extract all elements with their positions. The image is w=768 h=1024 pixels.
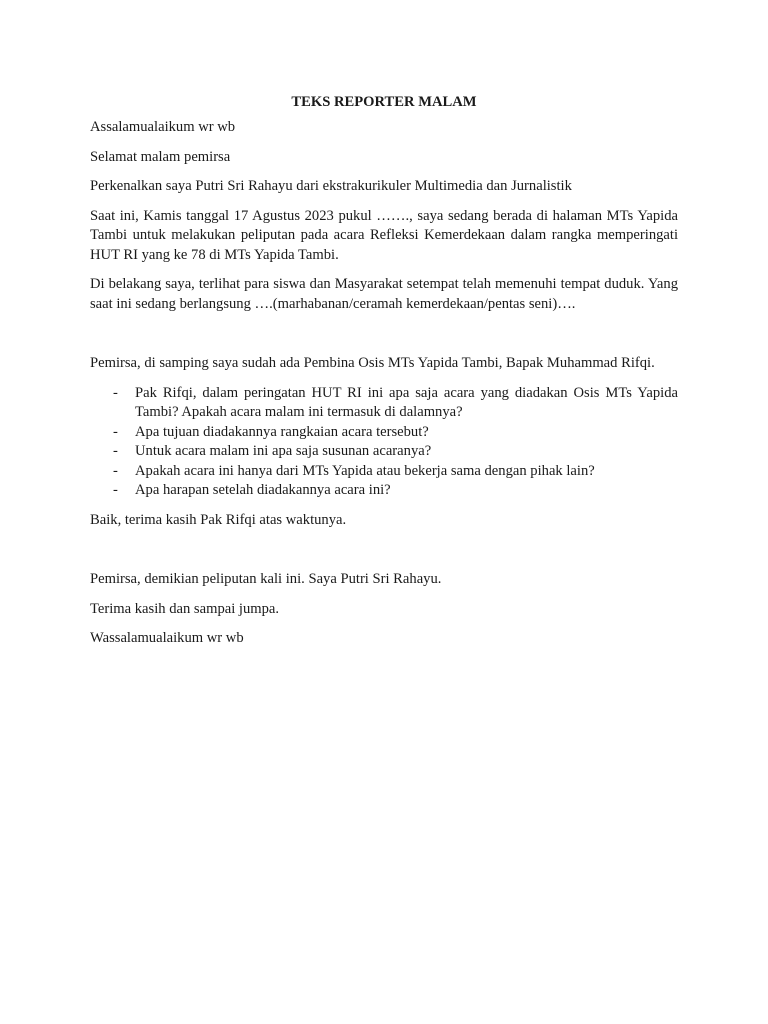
- document-page: [90, 92, 678, 659]
- thanks-guest-line: Baik, terima kasih Pak Rifqi atas waktunya.: [90, 511, 347, 528]
- context-paragraph: Saat ini, Kamis tanggal 17 Agustus 2023 pukul ……., saya sedang berada di halaman MTs Yapida Tambi untuk melakukan peliputan pada acara Refleksi Kemerdekaan dalam rangka memperingati HUT RI yang ke 78 di MTs Yapida Tambi.: [90, 207, 678, 263]
- list-item: [90, 423, 678, 443]
- closing-greeting: Wassalamualaikum wr wb: [90, 630, 244, 646]
- interview-question-list: [90, 384, 678, 501]
- opening-greeting: Assalamualaikum wr wb: [90, 119, 236, 135]
- question-text: Pak Rifqi, dalam peringatan HUT RI ini apa saja acara yang diadakan Osis MTs Yapida Tambi? Apakah acara malam ini termasuk di dalamnya?: [135, 384, 678, 420]
- salute-line: Selamat malam pemirsa: [90, 148, 231, 165]
- list-item: [90, 384, 678, 423]
- blank-spacer: [90, 540, 678, 570]
- closing-line: Pemirsa, demikian peliputan kali ini. Saya Putri Sri Rahayu.: [90, 571, 442, 587]
- introduction-paragraph: Perkenalkan saya Putri Sri Rahayu dari ekstrakurikuler Multimedia dan Jurnalistik: [90, 178, 572, 194]
- list-item: [90, 481, 678, 501]
- bullet-dash: -: [113, 462, 118, 479]
- list-item: [90, 442, 678, 462]
- bullet-dash: -: [113, 482, 118, 498]
- blank-spacer: [90, 324, 678, 354]
- bullet-dash: -: [113, 384, 118, 401]
- bullet-dash: -: [113, 423, 118, 440]
- question-text: Untuk acara malam ini apa saja susunan acaranya?: [135, 443, 432, 459]
- guest-introduction: Pemirsa, di samping saya sudah ada Pembina Osis MTs Yapida Tambi, Bapak Muhammad Rifqi.: [90, 355, 655, 371]
- document-title: TEKS REPORTER MALAM: [291, 94, 477, 110]
- farewell-line: Terima kasih dan sampai jumpa.: [90, 600, 280, 617]
- list-item: [90, 462, 678, 482]
- bullet-dash: -: [113, 443, 118, 459]
- question-text: Apakah acara ini hanya dari MTs Yapida atau bekerja sama dengan pihak lain?: [135, 462, 595, 479]
- scene-paragraph: Di belakang saya, terlihat para siswa dan Masyarakat setempat telah memenuhi tempat duduk. Yang saat ini sedang berlangsung ….(marhabanan/ceramah kemerdekaan/pentas seni)….: [90, 276, 678, 312]
- question-text: Apa harapan setelah diadakannya acara ini?: [135, 482, 391, 498]
- question-text: Apa tujuan diadakannya rangkaian acara tersebut?: [135, 423, 429, 440]
